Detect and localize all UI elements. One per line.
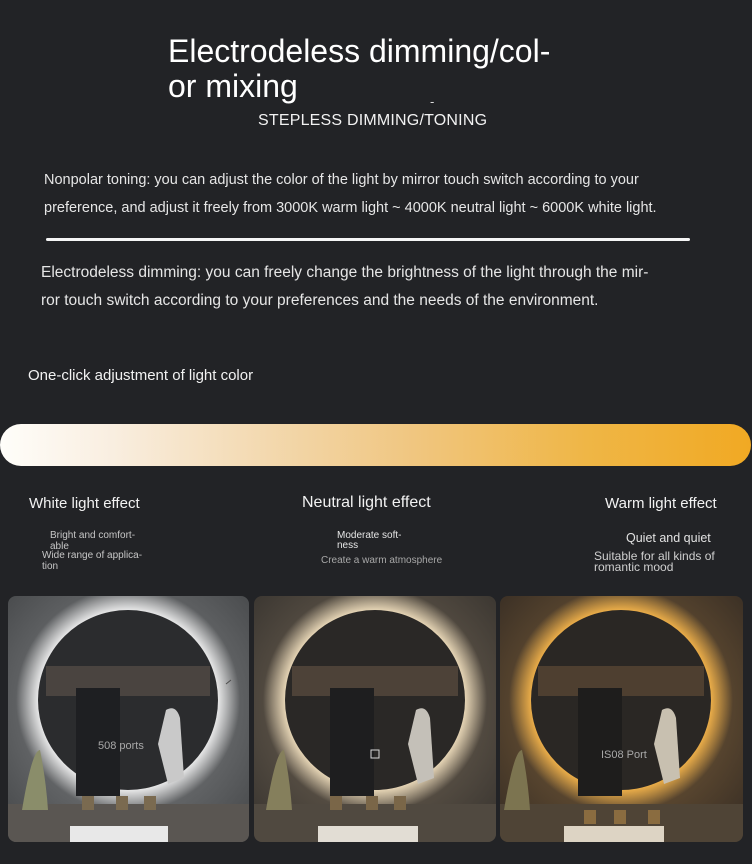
page-title: Electrodeless dimming/col- or mixing: [168, 33, 551, 104]
photo-label-3: IS08 Port: [601, 749, 647, 761]
photo-label-1: 508 ports: [98, 740, 144, 752]
divider: [46, 238, 690, 241]
neutral-effect-line1a: Moderate soft-: [337, 530, 402, 541]
one-click-label: One-click adjustment of light color: [28, 367, 254, 384]
warm-effect-line2b: romantic mood: [594, 560, 674, 574]
white-effect-line2b: tion: [42, 561, 59, 572]
white-effect-line1b: able: [50, 541, 69, 552]
page-subtitle: STEPLESS DIMMING/TONING: [258, 112, 488, 129]
warm-light-effect-title: Warm light effect: [605, 495, 717, 512]
neutral-effect-line2a: Create a warm atmosphere: [321, 555, 443, 566]
neutral-light-photo: [254, 596, 496, 842]
white-effect-line1a: Bright and comfort-: [50, 530, 136, 541]
warm-effect-line1a: Quiet and quiet: [626, 531, 711, 545]
dimming-paragraph: Electrodeless dimming: you can freely change the brightness of the light through the mir- ror touch switch according to your preferences and the needs of the environment.: [41, 264, 649, 309]
white-light-photo: [8, 596, 249, 842]
neutral-light-effect-title: Neutral light effect: [302, 494, 431, 511]
neutral-effect-line1b: ness: [337, 540, 359, 551]
white-light-effect-title: White light effect: [29, 495, 140, 512]
warm-effect-line2a: Suitable for all kinds of: [594, 549, 715, 563]
title-dash: -: [430, 94, 435, 109]
white-effect-line2a: Wide range of applica-: [42, 550, 143, 561]
color-temperature-gradient-bar: [0, 424, 751, 466]
toning-paragraph: Nonpolar toning: you can adjust the color of the light by mirror touch switch according to your preference, and adjust it freely from 3000K warm light ~ 4000K neutral light ~ 6000K white light.: [44, 172, 657, 216]
warm-light-photo: [500, 596, 743, 842]
